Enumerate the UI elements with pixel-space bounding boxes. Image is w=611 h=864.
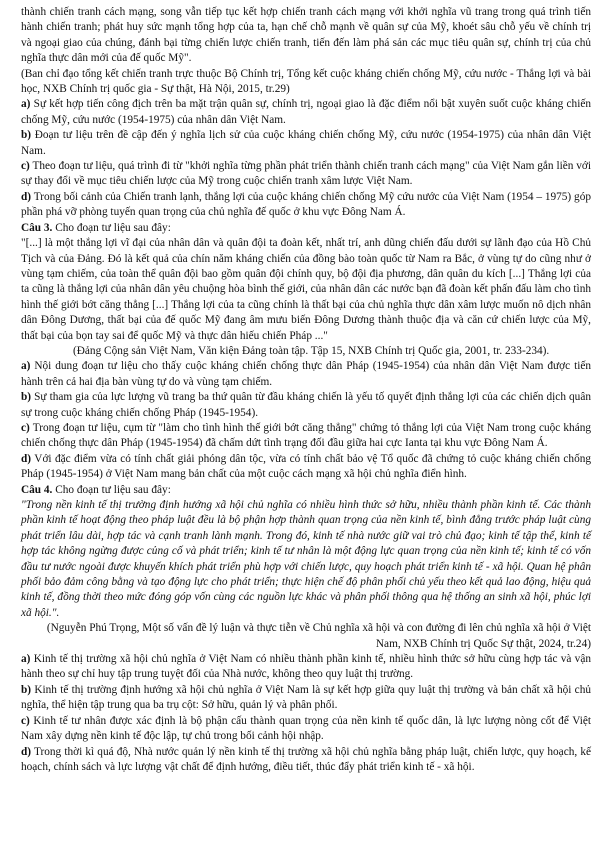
option-text: Với đặc điểm vừa có tính chất giải phóng dân tộc, vừa có tính chất bảo vệ Tổ quốc đã chứng tỏ cuộc kháng chiến chống Pháp (1945-1954) ở Việt Nam mang bản chất của một cuộc cách mạng xã hội chủ nghĩa điển hình. — [21, 452, 592, 481]
option-letter: a) — [21, 653, 31, 666]
q4-option-b — [21, 683, 591, 714]
option-letter: c) — [21, 421, 30, 434]
option-b — [21, 128, 591, 159]
question-3-source: (Đảng Cộng sản Việt Nam, Văn kiện Đảng toàn tập. Tập 15, NXB Chính trị Quốc gia, 2001, tr. 233-234). — [73, 344, 550, 357]
option-letter: c) — [21, 160, 30, 173]
q3-option-a — [21, 359, 591, 390]
question-label: Câu 4. — [21, 483, 53, 496]
question-4-source: (Nguyễn Phú Trọng, Một số vấn đề lý luận và thực tiễn về Chủ nghĩa xã hội và con đường đi lên chủ nghĩa xã hội ở Việt Nam, NXB Chính trị Quốc Sự thật, 2024, tr.24) — [46, 622, 591, 650]
question-3-quote: "[...] là một thắng lợi vĩ đại của nhân dân và quân đội ta đoàn kết, nhất trí, anh dũng chiến đấu dưới sự lãnh đạo của Hồ Chủ Tịch và của Đảng. Đó là kết quả của chín năm kháng chiến của đồng bào toàn quốc từ Nam ra Bắc, ở vùng tự do cũng như ở vùng tạm chiếm, của toàn thể quân đội bao gồm quân đội chính quy, bộ đội địa phương, dân quân du kích [...] Thắng lợi của ta cũng là thắng lợi của nhân dân yêu chuộng hòa bình thế giới, của nhân dân các nước bạn đã đoàn kết phấn đấu làm cho tình hình thế giới bớt căng thẳng [...] Thắng lợi của ta cũng chính là thất bại của chủ nghĩa thực dân xâm lược muốn nô dịch nhân dân Đông Dương, thất bại của đế quốc Mỹ đang âm mưu biến Đông Dương thành thuộc địa và căn cứ chiến lược của Mỹ, thất bại của bọn tay sai để quốc Mỹ và thực dân hiếu chiến Pháp ..." — [21, 237, 591, 342]
option-d — [21, 190, 591, 221]
option-letter: c) — [21, 714, 30, 727]
question-label: Câu 3. — [21, 221, 53, 234]
option-letter: b) — [21, 683, 32, 696]
option-text: Nội dung đoạn tư liệu cho thấy cuộc kháng chiến chống thực dân Pháp (1945-1954) của nhân dân Việt Nam được tiến hành trên cả hai địa bàn vùng tự do và vùng tạm chiếm. — [21, 360, 592, 388]
passage-source: (Ban chỉ đạo tổng kết chiến tranh trực thuộc Bộ Chính trị, Tổng kết cuộc kháng chiến chống Mỹ, cứu nước - Thắng lợi và bài học, NXB Chính trị quốc gia - Sự thật, Hà Nội, 2015, tr.29) — [21, 67, 591, 96]
option-text: Đoạn tư liệu trên đề cập đến ý nghĩa lịch sử của cuộc kháng chiến chống Mỹ, cứu nước (1954-1975) của nhân dân Việt Nam. — [21, 129, 592, 157]
q4-option-a — [21, 652, 591, 683]
option-text: Kinh tế thị trường định hướng xã hội chủ nghĩa ở Việt Nam là sự kết hợp giữa quy luật thị trường và bản chất xã hội chủ nghĩa, thể hiện tập trung qua ba trụ cột: Sở hữu, quản lý và phân phối. — [21, 683, 591, 712]
option-text: Trong đoạn tư liệu, cụm từ "làm cho tình hình thế giới bớt căng thẳng" chứng tỏ thắng lợi của Việt Nam trong cuộc kháng chiến chống thực dân Pháp (1945-1954) đã chấm dứt tình trạng đối đầu giữa hai cực Ianta tại khu vực Đông Nam Á. — [21, 421, 592, 450]
option-letter: d) — [21, 190, 32, 203]
q3-option-d — [21, 452, 591, 483]
q4-option-d — [21, 745, 591, 776]
q4-option-c — [21, 714, 591, 745]
question-4-heading — [21, 483, 591, 498]
option-text: Sự kết hợp tiến công địch trên ba mặt trận quân sự, chính trị, ngoại giao là đặc điểm nổi bật xuyên suốt cuộc kháng chiến chống Mỹ, cứu nước (1954-1975) của nhân dân Việt Nam. — [21, 98, 592, 126]
question-3-heading — [21, 221, 591, 236]
option-a — [21, 97, 591, 128]
q3-option-b — [21, 390, 591, 421]
option-text: Trong bối cảnh của Chiến tranh lạnh, thắng lợi của cuộc kháng chiến chống Mỹ cứu nước của Việt Nam (1954 – 1975) góp phần phá vỡ phòng tuyến quan trọng của chủ nghĩa đế quốc ở khu vực Đông Nam Á. — [21, 190, 591, 219]
option-c — [21, 159, 591, 190]
option-letter: b) — [21, 129, 32, 142]
option-text: Sự tham gia của lực lượng vũ trang ba thứ quân từ đầu kháng chiến là yếu tố quyết định thắng lợi của các chiến dịch quân sự trong cuộc kháng chiến chống Pháp (1945-1954). — [21, 391, 591, 419]
option-text: Kinh tế thị trường xã hội chủ nghĩa ở Việt Nam có nhiều thành phần kinh tế, nhiều hình thức sở hữu cùng hợp tác và vận hành theo sự chỉ huy tập trung tuyệt đối của Nhà nước, không theo quy luật thị trường. — [21, 653, 591, 681]
q3-option-c — [21, 421, 591, 452]
option-text: Kinh tế tư nhân được xác định là bộ phận cấu thành quan trọng của nền kinh tế quốc dân, là lực lượng nòng cốt để Việt Nam xây dựng nền kinh tế độc lập, tự chủ trong bối cảnh hội nhập. — [21, 714, 592, 743]
option-text: Theo đoạn tư liệu, quá trình đi từ "khởi nghĩa từng phần phát triển thành chiến tranh cách mạng" của Việt Nam gắn liền với sự thay đổi về mục tiêu chiến lược của Mỹ trong cuộc chiến tranh xâm lược Việt Nam. — [21, 160, 591, 188]
option-letter: d) — [21, 452, 32, 465]
option-text: Trong thời kì quá độ, Nhà nước quản lý nền kinh tế thị trường xã hội chủ nghĩa bằng pháp luật, chiến lược, quy hoạch, kế hoạch, chính sách và lực lượng vật chất để định hướng, điều tiết, thúc đẩy phát triển kinh tế - xã hội. — [21, 745, 591, 773]
option-letter: a) — [21, 98, 31, 111]
question-4-quote: "Trong nền kinh tế thị trường định hướng xã hội chủ nghĩa có nhiều hình thức sở hữu, nhiều thành phần kinh tế. Các thành phần kinh tế hoạt động theo pháp luật đều là bộ phận hợp thành quan trọng của nền kinh tế, bình đẳng trước pháp luật cùng phát triển lâu dài, hợp tác và cạnh tranh lành mạnh. Trong đó, kinh tế nhà nước giữ vai trò chủ đạo; kinh tế tập thể, kinh tế hợp tác không ngừng được củng cố và phát triển; kinh tế tư nhân là một động lực quan trọng của nền kinh tế; kinh tế có vốn đầu tư nước ngoài được khuyến khích phát triển phù hợp với chiến lược, quy hoạch phát triển kinh tế - xã hội. Quan hệ phân phối bảo đảm công bằng và tạo động lực cho phát triển; thực hiện chế độ phân phối chủ yếu theo kết quả lao động, hiệu quả kinh tế, đồng thời theo mức đóng góp vốn cùng các nguồn lực khác và phân phối thông qua hệ thống an sinh xã hội, phúc lợi xã hội.". — [21, 499, 591, 619]
passage-tail: thành chiến tranh cách mạng, song vẫn tiếp tục kết hợp chiến tranh cách mạng với khởi nghĩa vũ trang trong quá trình tiến hành chiến tranh; phát huy sức mạnh tổng hợp của ta, hạn chế chỗ mạnh về quân sự của Mỹ, khoét sâu chỗ yếu về chính trị và ngoại giao của chúng, đánh bại từng chiến lược chiến tranh, tiến đến làm phá sản các mục tiêu quân sự, chính trị của chủ nghĩa thực dân mới của đế quốc Mỹ". — [21, 6, 591, 65]
question-prompt: Cho đoạn tư liệu sau đây: — [55, 483, 171, 496]
option-letter: b) — [21, 391, 32, 404]
option-letter: a) — [21, 360, 31, 373]
question-prompt: Cho đoạn tư liệu sau đây: — [55, 221, 171, 234]
option-letter: d) — [21, 745, 32, 758]
